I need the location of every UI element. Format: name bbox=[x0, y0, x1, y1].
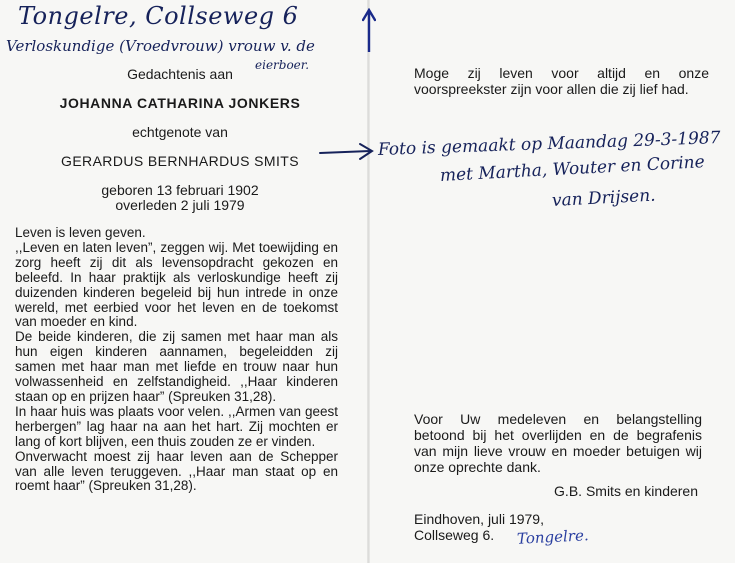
handwritten-occupation: Verloskundige (Vroedvrouw) vrouw v. de bbox=[6, 37, 315, 55]
arrow-right-icon bbox=[318, 140, 378, 164]
paragraph: In haar huis was plaats voor velen. ,,Armen van geest herbergen” lag haar na aan het hart. Zij mochten er lang of kort blijven, een thuis zouden ze er vinden. bbox=[15, 403, 338, 449]
handwritten-photo-note-1: Foto is gemaakt op Maandag 29-3-1987 bbox=[377, 128, 721, 160]
handwritten-address: Tongelre, Collseweg 6 bbox=[18, 2, 299, 30]
handwritten-place: Tongelre. bbox=[516, 526, 590, 548]
handwritten-photo-note-3: van Drijsen. bbox=[551, 185, 657, 211]
paragraph: De beide kinderen, die zij samen met haar man als hun eigen kinderen aannamen, begeleidden zij samen met haar man met liefde en trouw naar hun volwassenheid en zelfstandigheid. ,,Haar kinderen staan op en prijzen haar” (Spreuken 31,28). bbox=[15, 329, 338, 404]
spouse-name: GERARDUS BERNHARDUS SMITS bbox=[61, 153, 299, 169]
memorial-text bbox=[15, 226, 338, 494]
arrow-up-icon bbox=[362, 8, 376, 52]
handwritten-photo-note-2: met Martha, Wouter en Corine bbox=[439, 152, 706, 186]
signature: G.B. Smits en kinderen bbox=[554, 483, 698, 499]
paragraph: Onverwacht moest zij haar leven aan de Schepper van alle leven teruggeven. ,,Haar man staat op en roemt haar” (Spreuken 31,28). bbox=[15, 448, 338, 494]
thanks-text: Voor Uw medeleven en belangstelling betoond bij het overlijden en de begrafenis van mijn lieve vrouw en moeder betuigen wij onze oprechte dank. bbox=[414, 411, 702, 475]
birth-date: geboren 13 februari 1902 bbox=[101, 182, 259, 198]
card-fold bbox=[367, 0, 370, 563]
spouse-label: echtgenote van bbox=[132, 124, 228, 140]
paragraph: ,,Leven en laten leven”, zeggen wij. Met toewijding en zorg heeft zij dit als levensopdracht gekozen en beleefd. In haar praktijk als verloskundige heeft zij duizenden kinderen begeleid bij hun intrede in onze wereld, met eerbied voor het leven en de toekomst van moeder en kind. bbox=[15, 239, 338, 330]
paragraph: Leven is leven geven. bbox=[15, 225, 146, 240]
address: Collseweg 6. bbox=[414, 527, 495, 543]
deceased-name: JOHANNA CATHARINA JONKERS bbox=[59, 95, 301, 111]
handwritten-occupation-cont: eierboer. bbox=[255, 58, 310, 72]
place-date: Eindhoven, juli 1979, bbox=[414, 511, 544, 527]
memorial-heading: Gedachtenis aan bbox=[127, 66, 233, 82]
death-date: overleden 2 juli 1979 bbox=[115, 197, 245, 213]
prayer-text: Moge zij leven voor altijd en onze voorspreekster zijn voor allen die zij lief had. bbox=[414, 65, 709, 97]
